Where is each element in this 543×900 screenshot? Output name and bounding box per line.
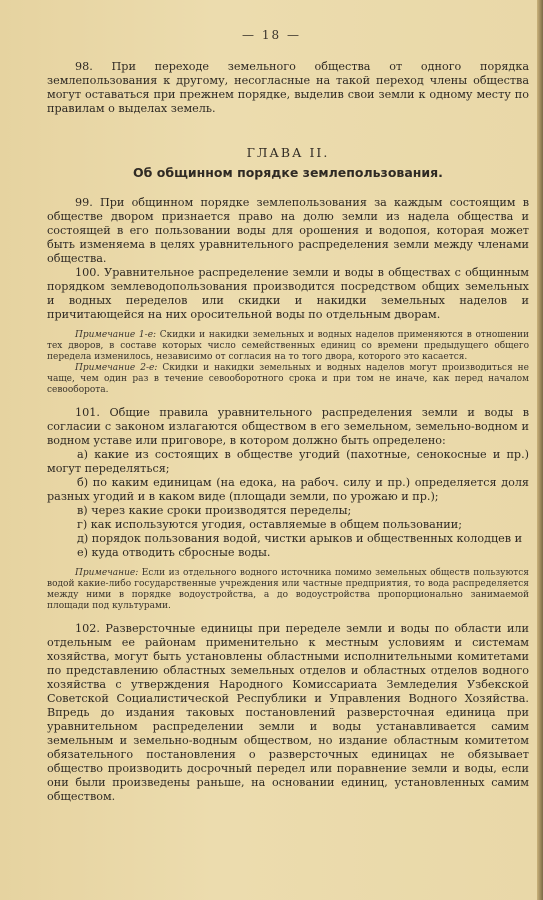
list-item-c: в) через какие сроки производятся переделы; xyxy=(77,504,352,517)
chapter-label: ГЛАВА II. xyxy=(246,145,330,160)
note-label: Примечание 1-е: xyxy=(75,330,157,340)
paragraph-101: 101. Общие правила уравнительного распределения земли и воды в согласии с законом излагаются обществом в его земельном, земельно-водном и водном уставе или приговоре, в котором должно быть определено: xyxy=(47,406,529,447)
page-content xyxy=(47,60,529,804)
note-101 xyxy=(47,568,529,612)
list-item-d: г) как используются угодия, оставляемые в общем пользовании; xyxy=(77,518,462,531)
chapter-title: Об общинном порядке землепользования. xyxy=(133,165,443,180)
list-item-b: б) по каким единицам (на едока, на рабоч. силу и пр.) определяется доля разных угодий и в каком виде (площади земли, по урожаю и пр.); xyxy=(47,476,529,503)
page-number: — 18 — xyxy=(242,28,301,42)
page-edge xyxy=(537,0,543,900)
paragraph-98: 98. При переходе земельного общества от одного порядка землепользования к другому, несогласные на такой переход члены общества могут оставаться при прежнем порядке, выделив свои земли к одному месту по правилам о выделах земель. xyxy=(47,60,529,115)
list-item-e: д) порядок пользования водой, чистки арыков и общественных колодцев и xyxy=(77,532,523,545)
note-100-1 xyxy=(47,330,529,363)
note-label: Примечание 2-е: xyxy=(75,363,158,373)
list-item-a: а) какие из состоящих в обществе угодий (пахотные, сенокосные и пр.) могут переделяться; xyxy=(47,448,529,475)
note-text: Если из отдельного водного источника помимо земельных обществ пользуются водой какие-либо государственные учреждения или частные предприятия, то вода распределяется между ними в порядке водоустройства, а до водоустройства пропорционально занимаемой площади под культурами. xyxy=(47,568,529,611)
list-item-f: е) куда отводить сбросные воды. xyxy=(77,546,271,559)
paragraph-102: 102. Разверсточные единицы при переделе земли и воды по области или отдельным ее районам применительно к местным условиям и системам хозяйства, могут быть установлены областными исполнительными комитетами по представлению областных земельных отделов и областных отделов водного хозяйства с утверждения Народного Комиссариата Земледелия Узбекской Советской Социалистической Республики и Управления Водного Хозяйства. Впредь до издания таковых постановлений разверсточная единица при уравнительном распределении земли и воды устанавливается самим земельным и земельно-водным обществом, но издание областным комитетом обязательного постановления о разверсточных единицах не обязывает общество производить досрочный передел или поравнение земли и воды, если они были произведены раньше, на основании единиц, установленных самим обществом. xyxy=(47,622,529,803)
note-label: Примечание: xyxy=(75,568,139,578)
note-text: Скидки и накидки земельных и водных наделов применяются в отношении тех дворов, в составе которых число семейственных единиц со времени предыдущего общего передела изменилось, независимо от согласия на то того двора, которого это касается. xyxy=(47,330,529,362)
paragraph-99: 99. При общинном порядке землепользования за каждым состоящим в обществе двором признается право на долю земли из надела общества и состоящей в его пользовании воды для орошения и водопоя, которая может быть изменяема в целях уравнительного распределения земли между членами общества. xyxy=(47,196,529,265)
paragraph-100: 100. Уравнительное распределение земли и воды в обществах с общинным порядком землеводопользования производится посредством общих земельных и водных переделов или скидки и накидки земельных наделов и причитающейся на них оросительной воды по отдельным дворам. xyxy=(47,266,529,321)
note-100-2 xyxy=(47,363,529,396)
note-text: Скидки и накидки земельных и водных наделов могут производиться не чаще, чем один раз в течение севооборотного срока и при том не иначе, как перед началом севооборота. xyxy=(47,363,529,395)
